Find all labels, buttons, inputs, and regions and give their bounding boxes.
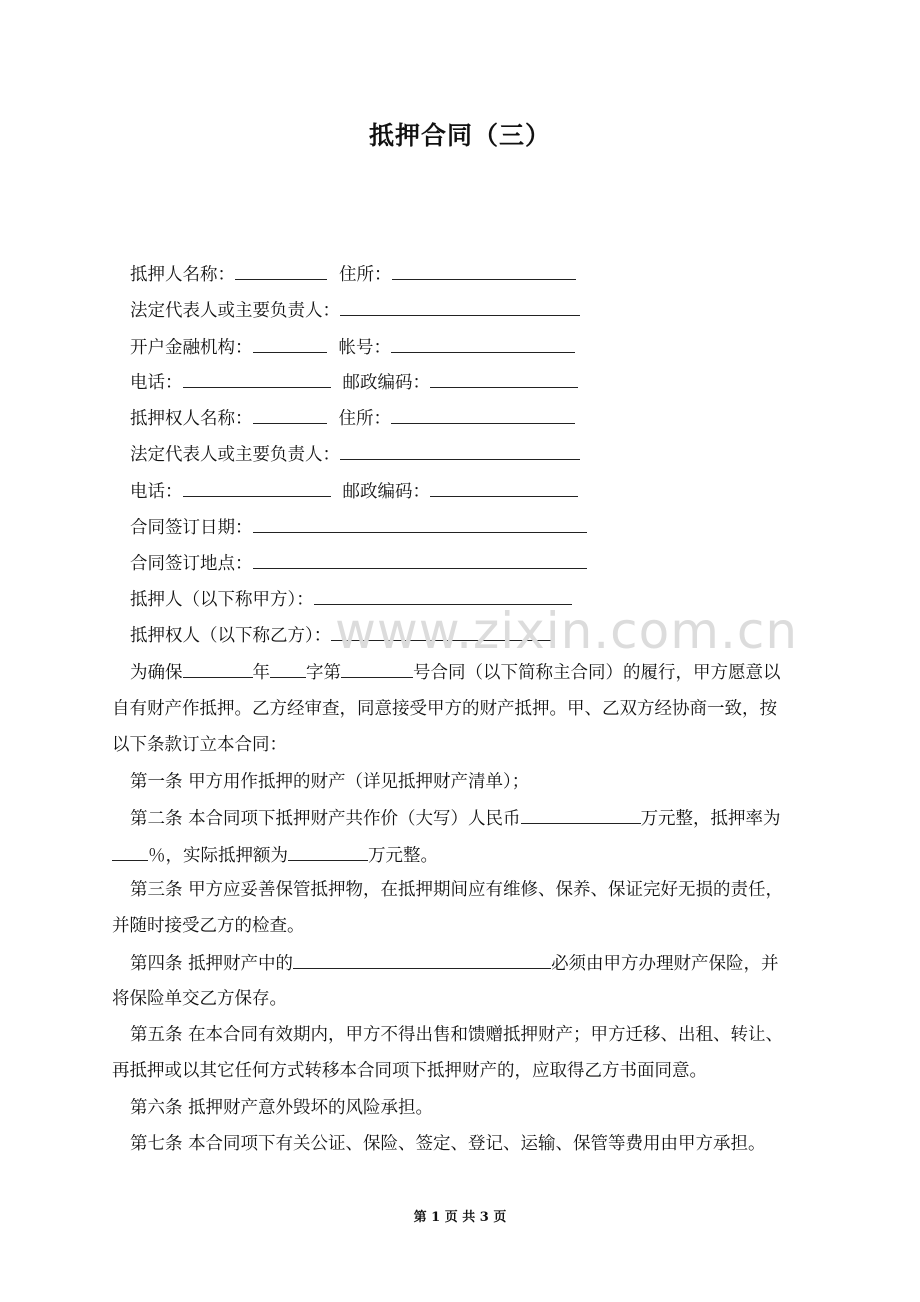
mortgagor-name-label: 抵押人名称： bbox=[130, 265, 235, 285]
legal-rep-blank bbox=[340, 298, 580, 316]
postcode-blank bbox=[430, 479, 578, 497]
phone-blank bbox=[183, 370, 331, 388]
phone-label: 电话： bbox=[130, 482, 183, 502]
postcode-blank bbox=[430, 370, 578, 388]
watermark: www.zixin.com.cn bbox=[335, 602, 799, 660]
mortgagor-name-blank bbox=[235, 262, 327, 280]
bank-label: 开户金融机构： bbox=[130, 338, 253, 358]
field-bank bbox=[0, 335, 920, 360]
account-blank bbox=[391, 335, 575, 353]
intro-text: 号合同（以下简称主合同）的履行，甲方愿意以 bbox=[413, 663, 781, 683]
article-3-line-1: 第三条 甲方应妥善保管抵押物，在抵押期间应有维修、保养、保证完好无损的责任， bbox=[130, 880, 784, 900]
sign-date-blank bbox=[253, 515, 587, 533]
rate-blank bbox=[112, 843, 148, 861]
article-2-text: 第二条 本合同项下抵押财产共作价（大写）人民币 bbox=[130, 809, 521, 829]
sign-date-label: 合同签订日期： bbox=[130, 518, 253, 538]
bank-blank bbox=[253, 335, 327, 353]
intro-text: 字第 bbox=[306, 663, 341, 683]
field-phone-2 bbox=[0, 479, 920, 504]
field-legal-rep bbox=[0, 298, 920, 323]
field-sign-date bbox=[0, 515, 920, 540]
mortgagee-alias-blank bbox=[331, 623, 553, 641]
article-4-text: 第四条 抵押财产中的 bbox=[130, 954, 294, 974]
article-5-line-2: 再抵押或以其它任何方式转移本合同项下抵押财产的，应取得乙方书面同意。 bbox=[112, 1061, 707, 1081]
article-2-text: 万元整，抵押率为 bbox=[640, 809, 781, 829]
address-label: 住所： bbox=[338, 409, 391, 429]
field-mortgagee-name bbox=[0, 406, 920, 431]
article-4-text: 必须由甲方办理财产保险，并 bbox=[551, 954, 779, 974]
mortgagee-name-label: 抵押权人名称： bbox=[130, 409, 253, 429]
postcode-label: 邮政编码： bbox=[342, 482, 430, 502]
article-5-line-1: 第五条 在本合同有效期内，甲方不得出售和馈赠抵押财产；甲方迁移、出租、转让、 bbox=[130, 1025, 784, 1045]
article-1: 第一条 甲方用作抵押的财产（详见抵押财产清单）； bbox=[130, 772, 530, 792]
mortgagor-alias-blank bbox=[314, 587, 572, 605]
address-blank bbox=[392, 262, 576, 280]
article-2-line-1 bbox=[0, 806, 920, 831]
page-indicator: 第 1 页 共 3 页 bbox=[413, 1210, 507, 1225]
article-2-text: 万元整。 bbox=[368, 846, 438, 866]
intro-line-2: 自有财产作抵押。乙方经审查，同意接受甲方的财产抵押。甲、乙双方经协商一致，按 bbox=[112, 699, 777, 719]
account-label: 帐号： bbox=[338, 338, 391, 358]
field-mortgagor-name bbox=[0, 262, 920, 287]
actual-amount-blank bbox=[288, 843, 368, 861]
article-2-text: ％，实际抵押额为 bbox=[148, 846, 288, 866]
insured-property-blank bbox=[293, 951, 551, 969]
article-2-line-2 bbox=[0, 843, 920, 868]
mortgagor-alias-label: 抵押人（以下称甲方）： bbox=[130, 590, 314, 610]
postcode-label: 邮政编码： bbox=[342, 373, 430, 393]
article-4-line-1 bbox=[0, 951, 920, 976]
article-7: 第七条 本合同项下有关公证、保险、签定、登记、运输、保管等费用由甲方承担。 bbox=[130, 1134, 766, 1154]
field-sign-place bbox=[0, 551, 920, 576]
phone-label: 电话： bbox=[130, 373, 183, 393]
year-blank bbox=[183, 660, 253, 678]
intro-text: 年 bbox=[252, 663, 270, 683]
mortgagee-alias-label: 抵押权人（以下称乙方）： bbox=[130, 626, 332, 646]
sign-place-label: 合同签订地点： bbox=[130, 554, 253, 574]
intro-line-3: 以下条款订立本合同： bbox=[112, 735, 287, 755]
legal-rep-label: 法定代表人或主要负责人： bbox=[130, 445, 340, 465]
field-legal-rep-2 bbox=[0, 442, 920, 467]
amount-blank bbox=[521, 806, 641, 824]
legal-rep-blank bbox=[340, 442, 580, 460]
word-blank bbox=[270, 660, 306, 678]
intro-line-1 bbox=[0, 660, 920, 685]
address-blank bbox=[391, 406, 575, 424]
article-6: 第六条 抵押财产意外毁坏的风险承担。 bbox=[130, 1098, 434, 1118]
address-label: 住所： bbox=[339, 265, 392, 285]
field-phone-1 bbox=[0, 370, 920, 395]
field-mortgagee-alias bbox=[0, 623, 920, 648]
article-4-line-2: 将保险单交乙方保存。 bbox=[112, 989, 287, 1009]
article-3-line-2: 并随时接受乙方的检查。 bbox=[112, 916, 305, 936]
field-mortgagor-alias bbox=[0, 587, 920, 612]
legal-rep-label: 法定代表人或主要负责人： bbox=[130, 301, 340, 321]
phone-blank bbox=[183, 479, 331, 497]
number-blank bbox=[341, 660, 413, 678]
sign-place-blank bbox=[253, 551, 587, 569]
intro-text: 为确保 bbox=[130, 663, 183, 683]
document-title: 抵押合同（三） bbox=[368, 121, 551, 150]
mortgagee-name-blank bbox=[253, 406, 327, 424]
